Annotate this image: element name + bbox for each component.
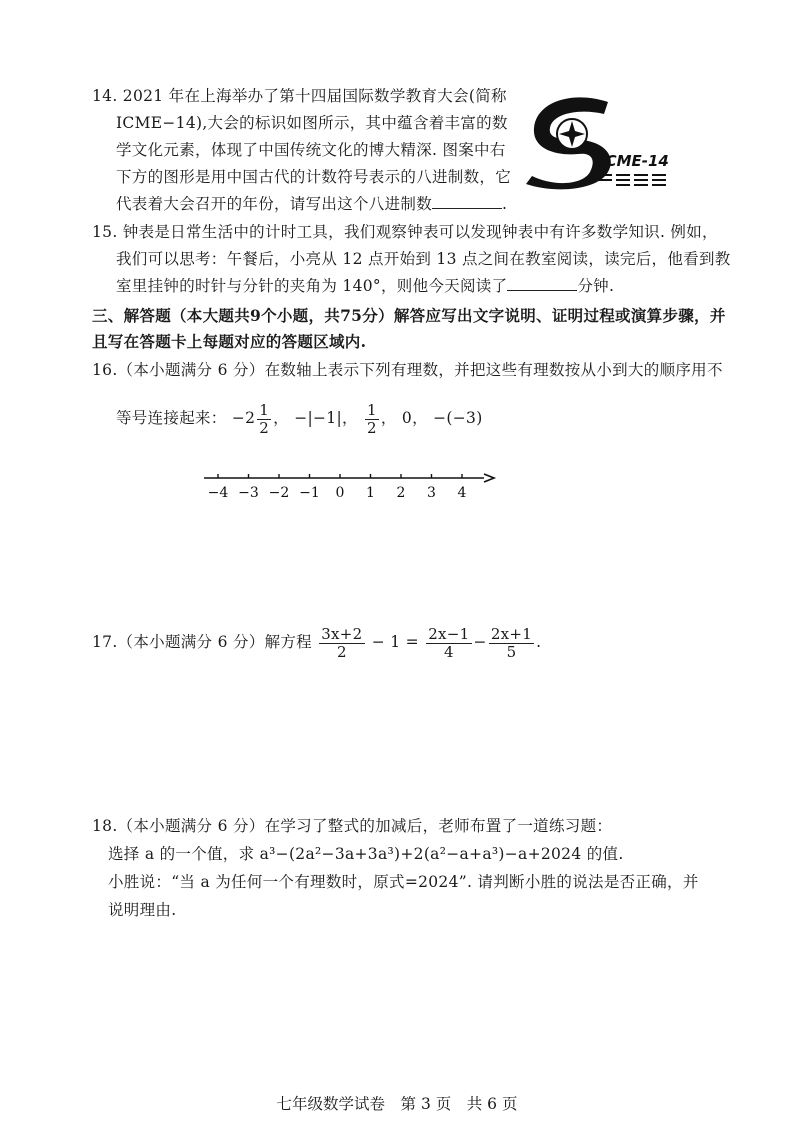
- number-line-label: −3: [238, 485, 259, 501]
- q17-end: .: [536, 633, 542, 651]
- section3-line-1: 三、解答题（本大题共9个小题，共75分）解答应写出文字说明、证明过程或演算步骤，并: [92, 306, 726, 325]
- q15-line-1: 15. 钟表是日常生活中的计时工具，我们观察钟表可以发现钟表中有许多数学知识. 例如，: [92, 223, 718, 241]
- number-line-label: 1: [366, 485, 375, 501]
- q16-sep-2: ，: [341, 409, 358, 427]
- q14-line-4: 下方的图形是用中国古代的计数符号表示的八进制数，它: [116, 168, 512, 186]
- q14-line-5-end: .: [502, 195, 508, 213]
- q16-n1-den: 2: [259, 418, 270, 437]
- q16-n1-num: 1: [259, 400, 270, 419]
- q18-line-4: 说明理由.: [108, 901, 177, 919]
- q14-line-5-text: 代表着大会召开的年份，请写出这个八进制数: [116, 195, 433, 213]
- q16-n1-whole: −2: [231, 409, 256, 427]
- q15-answer-blank: [507, 276, 577, 291]
- q16-n4: 0: [401, 409, 413, 427]
- q17-fraction-3: [489, 626, 534, 661]
- icme-14-logo: [512, 94, 694, 190]
- q17-mid-1: − 1 =: [371, 633, 419, 651]
- section3-line-2: 且写在答题卡上每题对应的答题区域内.: [92, 332, 367, 351]
- q17-f1-num: 3x+2: [321, 624, 363, 643]
- q17-mid-2: −: [473, 633, 487, 651]
- q16-line-2: [116, 398, 483, 438]
- q16-n2: −|−1|: [294, 409, 342, 427]
- q18-line-1: 18.（本小题满分 6 分）在学习了整式的加减后，老师布置了一道练习题：: [92, 817, 613, 835]
- number-line-label: 2: [396, 485, 406, 501]
- number-line-arrow-icon: [484, 474, 494, 482]
- page-footer: 七年级数学试卷 第 3 页 共 6 页: [276, 1095, 518, 1113]
- q17-fraction-1: [319, 626, 364, 661]
- q18-line-2: 选择 a 的一个值，求 a³−(2a²−3a+3a³)+2(a²−a+a³)−a+2024 的值.: [108, 845, 624, 863]
- q16-line-1: 16.（本小题满分 6 分）在数轴上表示下列有理数，并把这些有理数按从小到大的顺序用不: [92, 361, 723, 379]
- q14-line-1: 14. 2021 年在上海举办了第十四届国际数学教育大会(简称: [92, 87, 507, 105]
- q16-n3-fraction: [365, 402, 379, 437]
- q16-n3-num: 1: [367, 400, 377, 419]
- q17-fraction-2: [426, 626, 471, 661]
- number-line: [198, 466, 498, 506]
- q17-f2-den: 4: [443, 642, 454, 661]
- number-line-label: −1: [299, 485, 320, 501]
- q16-n3-den: 2: [367, 418, 377, 437]
- q14-line-5: [116, 194, 507, 214]
- q16-sep-4: ，: [412, 409, 428, 427]
- q15-line-3-text: 室里挂钟的时针与分针的夹角为 140°，则他今天阅读了: [116, 277, 508, 295]
- q14-line-3: 学文化元素，体现了中国传统文化的博大精深. 图案中右: [116, 141, 506, 159]
- q15-line-3: [116, 276, 614, 296]
- q18-line-3: 小胜说：“当 a 为任何一个有理数时，原式=2024”. 请判断小胜的说法是否正确，并: [108, 873, 699, 891]
- q17-f2-num: 2x−1: [428, 624, 470, 643]
- number-line-label: 4: [457, 485, 467, 501]
- q16-prefix: 等号连接起来：: [116, 409, 227, 427]
- q17-prefix: 17.（本小题满分 6 分）解方程: [92, 633, 312, 651]
- q14-line-2: ICME−14),大会的标识如图所示，其中蕴含着丰富的数: [116, 114, 508, 132]
- q16-n5: −(−3): [433, 409, 483, 427]
- q17-f3-num: 2x+1: [490, 624, 533, 643]
- q17-f3-den: 5: [506, 642, 517, 661]
- q17-line: [92, 622, 541, 662]
- q16-sep-3: ，: [380, 409, 397, 427]
- number-line-label: −4: [207, 485, 229, 501]
- q15-suffix: 分钟.: [577, 277, 615, 295]
- q14-answer-blank: [432, 194, 502, 209]
- counting-rods: [598, 174, 666, 186]
- q15-line-2: 我们可以思考：午餐后，小亮从 12 点开始到 13 点之间在教室阅读，读完后，他看到教: [116, 250, 731, 268]
- number-line-label: −2: [268, 485, 290, 501]
- q17-f1-den: 2: [336, 642, 347, 661]
- q16-n1-fraction: [257, 402, 271, 437]
- logo-text: ICME-14: [600, 152, 669, 170]
- q16-sep-1: ，: [273, 409, 289, 427]
- number-line-label: 0: [335, 485, 345, 501]
- number-line-label: 3: [427, 485, 436, 501]
